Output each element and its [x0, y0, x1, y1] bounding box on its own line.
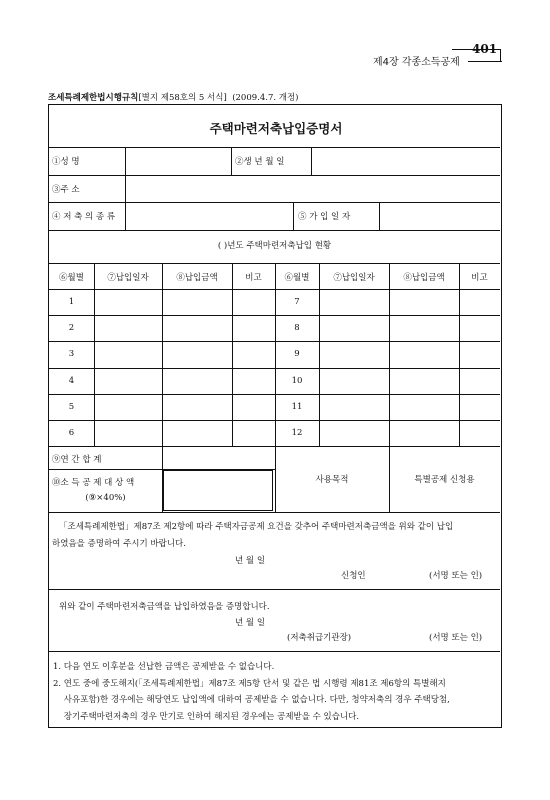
col-header-month: ⑥월별 — [284, 273, 310, 283]
purpose-label: 사용목적 — [315, 475, 349, 485]
header-rule — [468, 61, 502, 62]
request-line: 「조세특례제한법」제87조 제2항에 따라 주택자금공제 요건을 갖추어 주택마련저축금액을 위와 같이 납입 — [59, 522, 454, 532]
join-date-label: ⑤ 가 입 일 자 — [298, 212, 351, 222]
row-divider — [49, 202, 500, 203]
certification-line: 위와 같이 주택마련저축금액을 납입하였음을 증명합니다. — [59, 602, 270, 612]
annual-total-label: ⑨연 간 합 계 — [52, 455, 102, 465]
row-divider — [49, 512, 500, 513]
month-cell: 8 — [294, 323, 300, 333]
col-header-remarks: 비고 — [245, 273, 262, 283]
col-header-payment-amount: ⑧납입금액 — [176, 273, 218, 283]
month-cell: 4 — [68, 376, 75, 386]
notes — [53, 659, 501, 725]
chapter-title: 제4장 각종소득공제 — [373, 57, 460, 68]
applicant-label: 신청인 — [341, 571, 366, 581]
status-title: ( )년도 주택마련저축납입 현황 — [217, 241, 332, 251]
section-divider — [49, 589, 500, 590]
header-rule — [500, 49, 501, 61]
col-divider — [232, 263, 233, 447]
form-title: 주택마련저축납입증명서 — [209, 121, 343, 136]
law-name: 조세특례제한법시행규칙 — [48, 93, 139, 103]
month-cell: 1 — [68, 297, 75, 307]
note-line: 1. 다음 연도 이후분을 선납한 금액은 공제받을 수 없습니다. — [53, 662, 275, 672]
row-divider — [49, 147, 500, 148]
row-divider — [49, 175, 500, 176]
col-header-payment-date: ⑦납입일자 — [107, 273, 149, 283]
col-divider — [379, 202, 380, 230]
deduction-target-label: ⑩소 득 공 제 대 상 액 — [52, 478, 135, 488]
deduction-formula: (⑨×40%) — [85, 493, 126, 503]
request-date: 년 월 일 — [235, 556, 266, 566]
month-cell: 7 — [294, 297, 300, 307]
row-divider — [49, 230, 500, 231]
col-header-month: ⑥월별 — [59, 273, 84, 283]
address-label: ③주 소 — [52, 185, 80, 195]
note-line: 장기주택마련저축의 경우 만기로 인하여 해지된 경우에는 공제받을 수 있습니다. — [53, 711, 360, 722]
purpose-value: 특별공제 신청용 — [414, 475, 475, 485]
institution-signature: (서명 또는 인) — [429, 633, 483, 643]
form-reference — [48, 91, 299, 103]
form-number: [별지 제58호의 5 서식] — [138, 93, 227, 103]
month-cell: 12 — [291, 428, 303, 438]
applicant-signature: (서명 또는 인) — [429, 571, 483, 581]
deduction-amount-box — [163, 470, 273, 511]
month-cell: 6 — [68, 428, 75, 438]
col-divider — [459, 263, 460, 447]
request-line: 하였음을 증명하여 주시기 바랍니다. — [52, 539, 186, 549]
header-rule — [452, 49, 500, 50]
month-cell: 5 — [68, 402, 75, 412]
month-cell: 3 — [68, 349, 75, 359]
certificate-form — [48, 104, 502, 728]
month-cell: 10 — [291, 376, 303, 386]
col-divider — [125, 202, 126, 230]
month-cell: 11 — [291, 402, 303, 412]
month-cell: 2 — [68, 323, 75, 333]
institution-label: (저축취급기관장) — [287, 633, 352, 643]
revision-date: (2009.4.7. 개정) — [232, 93, 299, 103]
note-line: 2. 연도 중에 중도해지(「조세특례제한법」제87조 제5항 단서 및 같은 법 시행령 제81조 제6항의 특별해지 — [53, 678, 446, 689]
col-header-payment-amount: ⑧납입금액 — [403, 273, 445, 283]
note-line: 사유포함)한 경우에는 해당연도 납입액에 대하여 공제받을 수 없습니다. 다만, 청약저축의 경우 주택당첨, — [53, 695, 450, 705]
page-number: 401 — [472, 42, 498, 56]
month-cell: 9 — [294, 349, 300, 359]
col-header-remarks: 비고 — [471, 273, 488, 283]
name-label: ①성 명 — [52, 157, 80, 167]
col-divider — [319, 263, 320, 447]
col-divider — [293, 202, 294, 230]
col-header-payment-date: ⑦납입일자 — [333, 273, 375, 283]
col-divider — [311, 147, 312, 175]
savings-type-label: ④ 저 축 의 종 류 — [52, 212, 116, 222]
birth-date-label: ②생 년 월 일 — [235, 157, 285, 167]
section-divider — [49, 651, 500, 652]
certification-date: 년 월 일 — [235, 618, 266, 628]
col-divider — [125, 147, 126, 203]
col-divider — [94, 263, 95, 447]
col-divider — [231, 147, 232, 175]
col-divider — [162, 263, 163, 447]
